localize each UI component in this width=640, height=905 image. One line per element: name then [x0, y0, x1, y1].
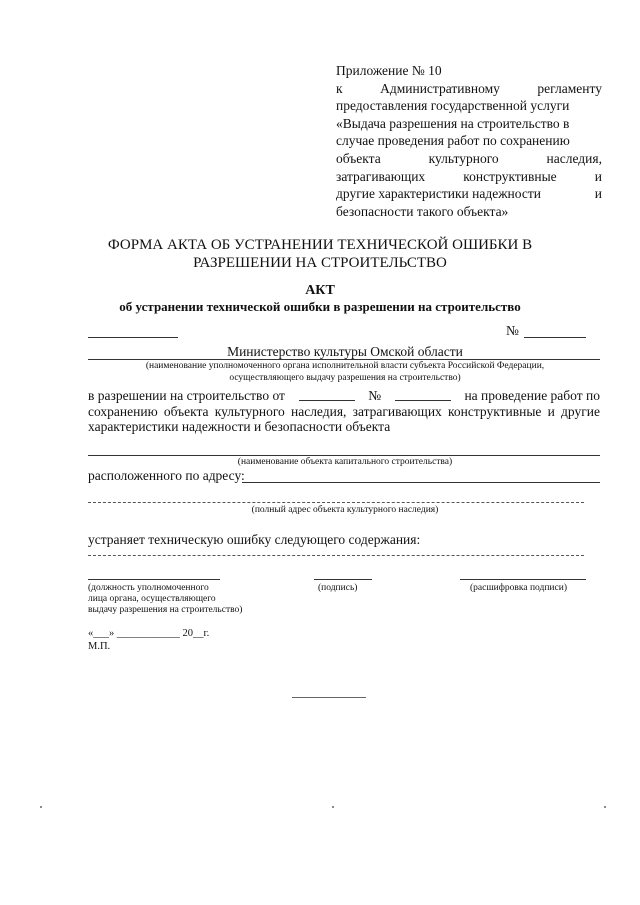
scan-speck [604, 806, 606, 808]
appendix-line-text: и [594, 168, 602, 184]
address-caption: (полный адрес объекта культурного наследия) [251, 505, 439, 515]
position-line[interactable] [88, 579, 220, 580]
number-sign: № [506, 323, 519, 338]
decoding-line[interactable] [460, 579, 586, 580]
body-line-2 [88, 404, 600, 420]
body-line1-date-field[interactable] [299, 388, 355, 401]
decoding-caption: (расшифровка подписи) [470, 583, 567, 593]
position-caption-3: выдачу разрешения на строительство) [88, 605, 243, 615]
appendix-line: предоставления государственной услуги [336, 98, 570, 114]
form-title-line2: РАЗРЕШЕНИИ НА СТРОИТЕЛЬСТВО [193, 255, 447, 271]
authority-field-line[interactable] [88, 359, 600, 360]
body-word: затрагивающих [352, 404, 442, 419]
scan-speck [332, 806, 334, 808]
signature-line[interactable] [314, 579, 372, 580]
appendix-line: Приложение № 10 [336, 63, 442, 78]
body-word: объекта [163, 404, 209, 419]
body-line1-b: на проведение работ по [464, 388, 600, 403]
act-subtitle: об устранении технической ошибки в разрешении на строительство [119, 299, 521, 314]
appendix-line-text: наследия, [546, 150, 602, 166]
body-word: конструктивные [447, 404, 542, 419]
object-caption: (наименование объекта капитального строительства) [237, 457, 453, 467]
appendix-line-text: Административному [380, 80, 500, 96]
body-word: другие [561, 404, 600, 419]
scan-speck [40, 806, 42, 808]
act-title: АКТ [305, 283, 335, 298]
body-line-1 [88, 388, 600, 404]
appendix-line-text: объекта [336, 150, 381, 166]
position-caption-2: лица органа, осуществляющего [88, 594, 216, 604]
form-title-line1: ФОРМА АКТА ОБ УСТРАНЕНИИ ТЕХНИЧЕСКОЙ ОШИБКИ В [107, 237, 533, 253]
appendix-line [336, 168, 602, 186]
fix-field-line[interactable] [88, 555, 584, 556]
body-word: культурного [214, 404, 285, 419]
body-line1-num-field[interactable] [395, 388, 451, 401]
appendix-line-text: другие характеристики надежности [336, 186, 541, 202]
appendix-line: «Выдача разрешения на строительство в [336, 115, 570, 131]
authority-value: Министерство культуры Омской области [227, 344, 463, 359]
appendix-line [336, 185, 602, 203]
appendix-line-text: конструктивные [463, 168, 557, 184]
form-title [80, 236, 560, 272]
authority-caption-2: осуществляющего выдачу разрешения на строительство) [229, 373, 461, 383]
fix-label: устраняет техническую ошибку следующего содержания: [88, 532, 421, 547]
appendix-line [336, 80, 602, 98]
appendix-line: случае проведения работ по сохранению [336, 133, 570, 149]
appendix-line-text: затрагивающих [336, 168, 426, 184]
address-label: расположенного по адресу: [88, 468, 245, 483]
stamp-label: М.П. [88, 641, 111, 652]
body-word: наследия, [290, 404, 347, 419]
body-word: сохранению [88, 404, 158, 419]
body-line-3: характеристики надежности и безопасности объекта [88, 419, 391, 434]
appendix-block [336, 62, 602, 220]
address-field-line-1[interactable] [242, 482, 600, 483]
address-field-line-2[interactable] [88, 502, 584, 503]
body-line1-num: № [368, 388, 382, 403]
position-caption [88, 583, 242, 616]
appendix-line-text: к [336, 80, 343, 96]
appendix-line [336, 150, 602, 168]
object-field-line[interactable] [88, 455, 600, 456]
body-word: и [547, 404, 555, 419]
number-field-line[interactable] [524, 337, 586, 338]
appendix-line-text: культурного [428, 150, 499, 166]
position-caption-1: (должность уполномоченного [88, 583, 209, 593]
place-field-line[interactable] [88, 337, 178, 338]
date-line: «___» ____________ 20__г. [88, 628, 210, 639]
appendix-line: безопасности такого объекта» [336, 203, 509, 219]
authority-caption-1: (наименование уполномоченного органа исполнительной власти субъекта Российской Федерации, [145, 361, 545, 371]
end-separator [292, 697, 366, 698]
appendix-line-text: регламенту [537, 80, 602, 96]
body-line1-a: в разрешении на строительство от [88, 388, 285, 403]
appendix-line-text: и [594, 186, 602, 202]
signature-caption: (подпись) [318, 583, 358, 593]
